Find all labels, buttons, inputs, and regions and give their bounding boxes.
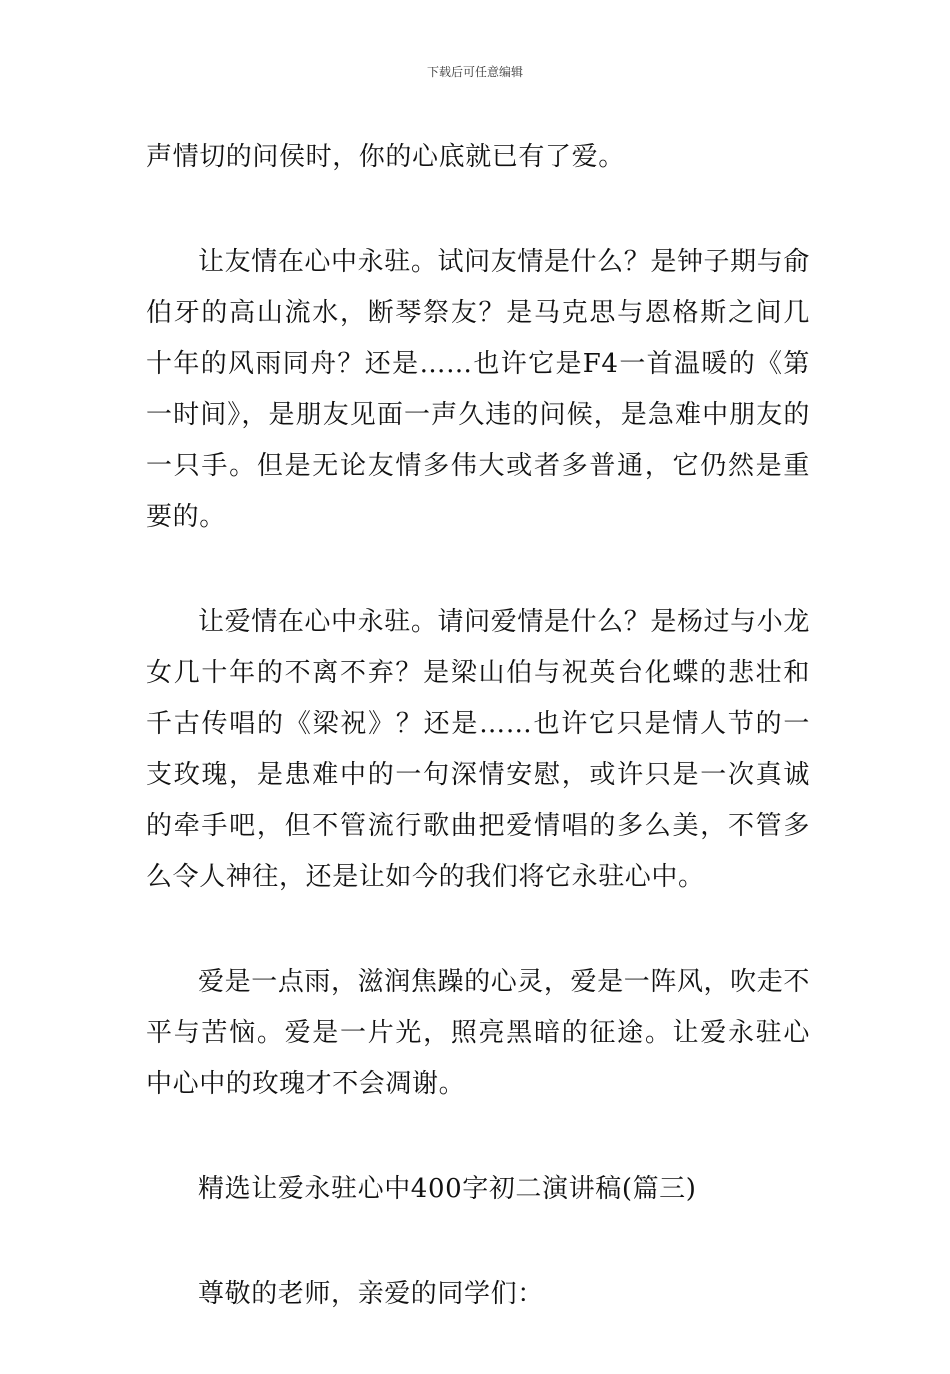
salutation: 尊敬的老师，亲爱的同学们： [198, 1279, 544, 1309]
section-title: 精选让爱永驻心中400字初二演讲稿(篇三) [198, 1174, 697, 1204]
page-header-note: 下载后可任意编辑 [426, 65, 523, 79]
paragraph-friendship: 让友情在心中永驻。试问友情是什么？是钟子期与俞伯牙的高山流水，断琴祭友？是马克思与恩格斯之间几十年的风雨同舟？还是……也许它是F4一首温暖的《第一时间》，是朋友见面一声久违的问候，是急难中朋友的一只手。但是无论友情多伟大或者多普通，它仍然是重要的。 [146, 247, 810, 532]
paragraph-love: 让爱情在心中永驻。请问爱情是什么？是杨过与小龙女几十年的不离不弃？是梁山伯与祝英台化蝶的悲壮和千古传唱的《梁祝》？还是……也许它只是情人节的一支玫瑰，是患难中的一句深情安慰，或许只是一次真诚的牵手吧，但不管流行歌曲把爱情唱的多么美，不管多么令人神往，还是让如今的我们将它永驻心中。 [146, 607, 810, 892]
paragraph-love-metaphor: 爱是一点雨，滋润焦躁的心灵，爱是一阵风，吹走不平与苦恼。爱是一片光，照亮黑暗的征途。让爱永驻心中心中的玫瑰才不会凋谢。 [146, 967, 810, 1099]
document-body [146, 132, 810, 1374]
paragraph-continued: 声情切的问侯时，你的心底就已有了爱。 [146, 142, 625, 172]
